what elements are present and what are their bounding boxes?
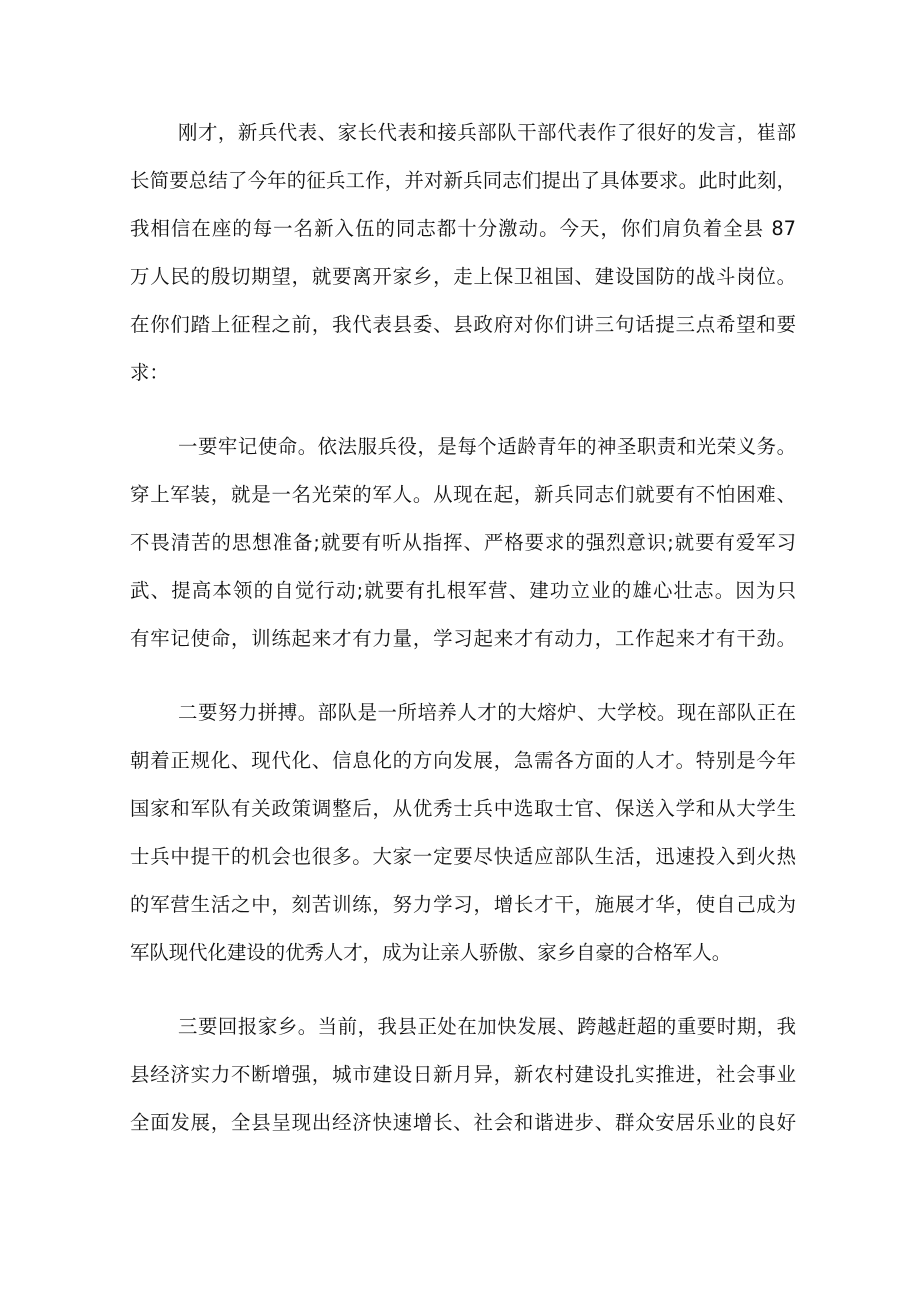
paragraph-opening	[130, 109, 796, 397]
paragraph-line: 全面发展，全县呈现出经济快速增长、社会和谐进步、群众安居乐业的良好	[130, 1111, 796, 1134]
paragraph-line: 我相信在座的每一名新入伍的同志都十分激动。今天，你们肩负着全县 87	[130, 217, 796, 240]
paragraph-line: 三要回报家乡。当前，我县正处在加快发展、跨越赶超的重要时期，我	[178, 1015, 796, 1038]
paragraph-line: 求：	[130, 361, 169, 384]
paragraph-line: 士兵中提干的机会也很多。大家一定要尽快适应部队生活，迅速投入到火热	[130, 845, 796, 868]
paragraph-line: 武、提高本领的自觉行动;就要有扎根军营、建功立业的雄心壮志。因为只	[130, 579, 796, 602]
paragraph-line: 不畏清苦的思想准备;就要有听从指挥、严格要求的强烈意识;就要有爱军习	[130, 531, 796, 554]
paragraph-line: 长简要总结了今年的征兵工作，并对新兵同志们提出了具体要求。此时此刻，	[130, 169, 796, 192]
paragraph-line: 一要牢记使命。依法服兵役，是每个适龄青年的神圣职责和光荣义务。	[178, 435, 796, 458]
paragraph-line: 二要努力拼搏。部队是一所培养人才的大熔炉、大学校。现在部队正在	[178, 701, 796, 724]
paragraph-line: 的军营生活之中，刻苦训练，努力学习，增长才干，施展才华，使自己成为	[130, 893, 796, 916]
paragraph-mission	[130, 423, 796, 663]
paragraph-line: 刚才，新兵代表、家长代表和接兵部队干部代表作了很好的发言，崔部	[178, 121, 796, 144]
document-body	[130, 109, 796, 1173]
paragraph-line: 穿上军装，就是一名光荣的军人。从现在起，新兵同志们就要有不怕困难、	[130, 483, 796, 506]
paragraph-line: 军队现代化建设的优秀人才，成为让亲人骄傲、家乡自豪的合格军人。	[130, 941, 732, 964]
paragraph-line: 在你们踏上征程之前，我代表县委、县政府对你们讲三句话提三点希望和要	[130, 313, 796, 336]
paragraph-line: 国家和军队有关政策调整后，从优秀士兵中选取士官、保送入学和从大学生	[130, 797, 796, 820]
paragraph-line: 县经济实力不断增强，城市建设日新月异，新农村建设扎实推进，社会事业	[130, 1063, 796, 1086]
paragraph-line: 朝着正规化、现代化、信息化的方向发展，急需各方面的人才。特别是今年	[130, 749, 796, 772]
paragraph-hometown	[130, 1003, 796, 1147]
paragraph-line: 万人民的殷切期望，就要离开家乡，走上保卫祖国、建设国防的战斗岗位。	[130, 265, 796, 288]
paragraph-strive	[130, 689, 796, 977]
paragraph-line: 有牢记使命，训练起来才有力量，学习起来才有动力，工作起来才有干劲。	[130, 627, 796, 650]
